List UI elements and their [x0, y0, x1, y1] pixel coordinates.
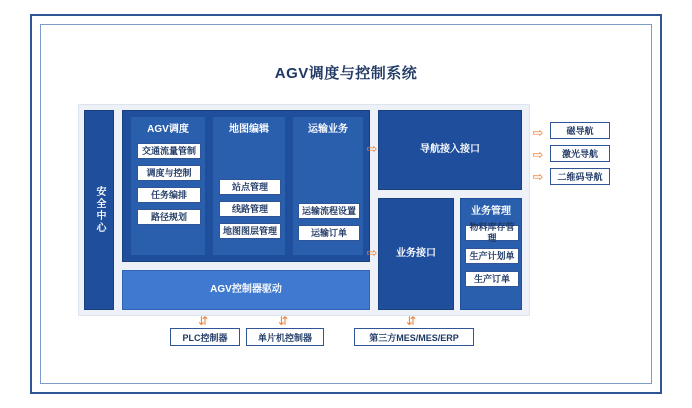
item-map-layer-management[interactable]: 地图图层管理	[219, 223, 281, 239]
module-map-editing-title: 地图编辑	[229, 124, 269, 135]
business-interface-box[interactable]	[378, 198, 454, 310]
module-transport-business	[292, 116, 364, 256]
item-production-order[interactable]: 生产订单	[465, 271, 519, 287]
safety-center-label: 安全中心	[94, 186, 105, 234]
module-transport-business-title: 运输业务	[308, 124, 348, 135]
item-path-planning[interactable]: 路径规划	[137, 209, 201, 225]
arrow-right-icon: ⇨	[532, 169, 544, 185]
item-production-plan[interactable]: 生产计划单	[465, 248, 519, 264]
agv-controller-driver-box[interactable]	[122, 270, 370, 310]
item-task-orchestration[interactable]: 任务编排	[137, 187, 201, 203]
arrow-updown-icon: ⇵	[197, 314, 209, 328]
module-agv-scheduling-title: AGV调度	[147, 124, 189, 135]
module-map-editing	[212, 116, 286, 256]
agv-controller-driver-label: AGV控制器驱动	[210, 284, 282, 295]
business-management-box	[460, 198, 522, 310]
arrow-right-icon: ⇨	[366, 141, 378, 157]
item-station-management[interactable]: 站点管理	[219, 179, 281, 195]
navigation-interface-label: 导航接入接口	[420, 144, 480, 155]
nav-target-laser[interactable]: 激光导航	[550, 145, 610, 162]
nav-target-magnetic[interactable]: 磁导航	[550, 122, 610, 139]
nav-target-qrcode[interactable]: 二维码导航	[550, 168, 610, 185]
arrow-updown-icon: ⇵	[405, 314, 417, 328]
item-material-inventory[interactable]: 物料库存管理	[465, 225, 519, 241]
arrow-right-icon: ⇨	[532, 147, 544, 163]
module-agv-scheduling	[130, 116, 206, 256]
controller-mcu[interactable]: 单片机控制器	[246, 328, 324, 346]
item-dispatch-control[interactable]: 调度与控制	[137, 165, 201, 181]
business-interface-label: 业务接口	[396, 248, 436, 259]
spacer	[293, 143, 363, 203]
business-management-title: 业务管理	[471, 206, 511, 217]
item-transport-order[interactable]: 运输订单	[298, 225, 360, 241]
arrow-right-icon: ⇨	[532, 125, 544, 141]
item-traffic-control[interactable]: 交通流量管制	[137, 143, 201, 159]
item-route-management[interactable]: 线路管理	[219, 201, 281, 217]
page-title: AGV调度与控制系统	[274, 65, 418, 82]
safety-center-box[interactable]	[84, 110, 114, 310]
spacer	[213, 143, 285, 179]
navigation-interface-box[interactable]	[378, 110, 522, 190]
controller-plc[interactable]: PLC控制器	[170, 328, 240, 346]
arrow-right-icon: ⇨	[366, 245, 378, 261]
item-transport-flow-settings[interactable]: 运输流程设置	[298, 203, 360, 219]
controller-third-party-mes-erp[interactable]: 第三方MES/MES/ERP	[354, 328, 474, 346]
arrow-updown-icon: ⇵	[277, 314, 289, 328]
